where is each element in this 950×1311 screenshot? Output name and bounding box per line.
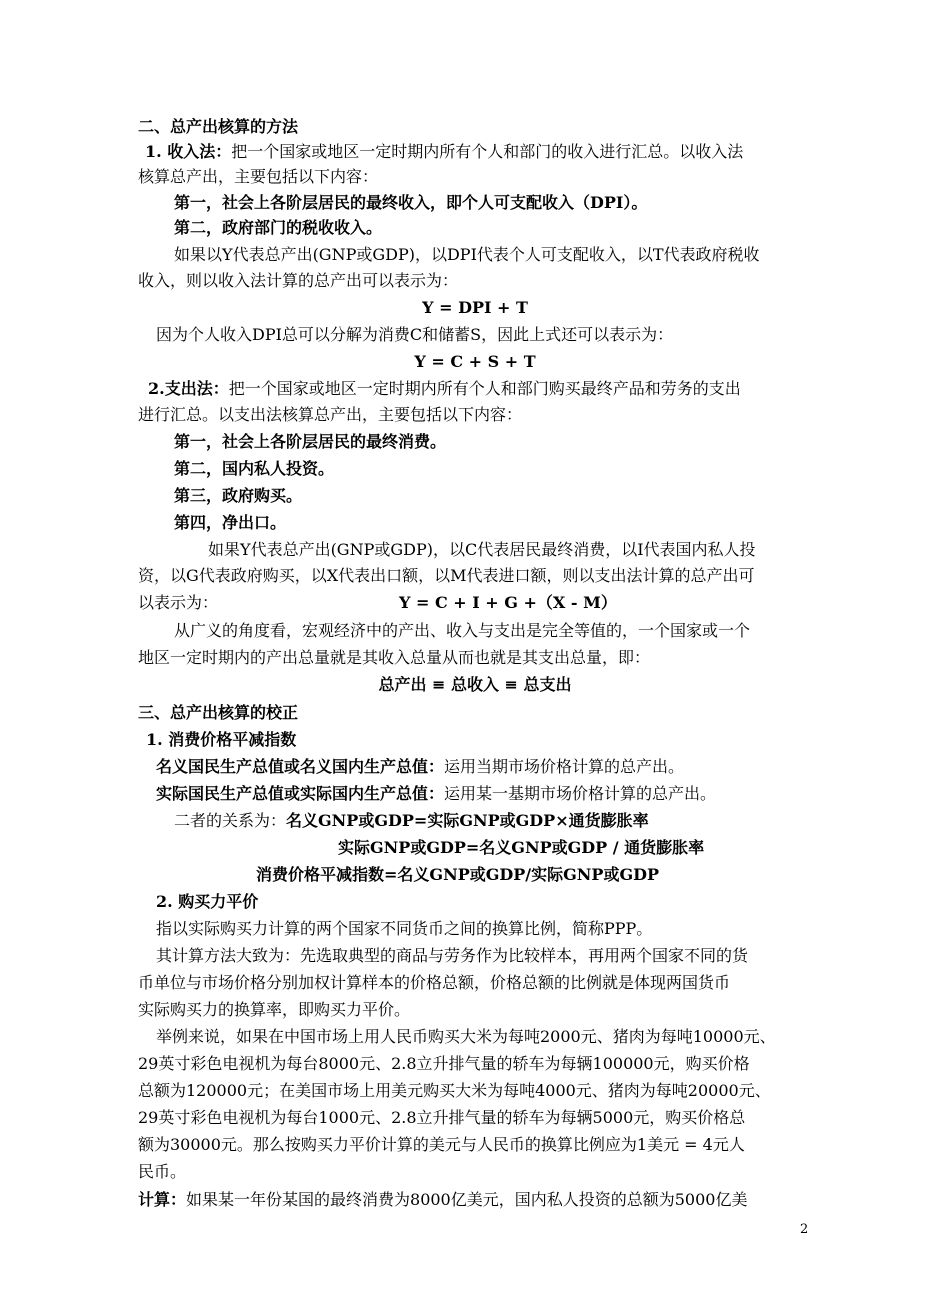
real-gnp-definition: 实际国民生产总值或实际国内生产总值：运用某一基期市场价格计算的总产出。 bbox=[156, 784, 717, 803]
expenditure-para-line2: 资，以G代表政府购买，以X代表出口额，以M代表进口额，则以支出法计算的总产出可 bbox=[138, 566, 755, 585]
expenditure-item-2: 第二，国内私人投资。 bbox=[174, 459, 335, 478]
ppp-method-line3: 实际购买力的换算率，即购买力平价。 bbox=[138, 1000, 411, 1019]
ppp-example-line1: 举例来说，如果在中国市场上用人民币购买大米为每吨2000元、猪肉为每吨10000元、 bbox=[156, 1027, 776, 1046]
cpi-heading: 1. 消费价格平减指数 bbox=[146, 730, 297, 749]
calculation-label: 计算： bbox=[138, 1190, 187, 1209]
relation-line-2: 实际GNP或GDP=名义GNP或GDP / 通货膨胀率 bbox=[338, 838, 705, 857]
nominal-gnp-definition: 名义国民生产总值或名义国内生产总值：运用当期市场价格计算的总产出。 bbox=[156, 757, 685, 776]
expenditure-method-label: 2.支出法： bbox=[148, 379, 229, 398]
expenditure-para-line1: 如果Y代表总产出(GNP或GDP)，以C代表居民最终消费，以I代表国内私人投 bbox=[208, 540, 756, 559]
income-method-intro-cont: 核算总产出，主要包括以下内容： bbox=[138, 167, 379, 186]
output-identity: 总产出 ≡ 总收入 ≡ 总支出 bbox=[378, 675, 572, 694]
broad-view-line1: 从广义的角度看，宏观经济中的产出、收入与支出是完全等值的，一个国家或一个 bbox=[174, 621, 751, 640]
income-formula-2: Y = C + S + T bbox=[414, 352, 536, 371]
calculation-line: 计算：如果某一年份某国的最终消费为8000亿美元，国内私人投资的总额为5000亿美 bbox=[138, 1190, 748, 1209]
expenditure-method-intro: 2.支出法：把一个国家或地区一定时期内所有个人和部门购买最终产品和劳务的支出 bbox=[148, 379, 741, 398]
ppp-heading: 2. 购买力平价 bbox=[156, 892, 259, 911]
expenditure-item-4: 第四，净出口。 bbox=[174, 513, 287, 532]
section-3-heading: 三、总产出核算的校正 bbox=[138, 703, 299, 722]
expenditure-formula: Y = C + I + G +（X - M） bbox=[399, 593, 617, 612]
ppp-example-line5: 额为30000元。那么按购买力平价计算的美元与人民币的换算比例应为1美元 = 4元人 bbox=[138, 1135, 745, 1154]
expenditure-item-3: 第三，政府购买。 bbox=[174, 486, 303, 505]
expenditure-method-intro-cont: 进行汇总。以支出法核算总产出，主要包括以下内容： bbox=[138, 405, 523, 424]
expenditure-item-1: 第一，社会上各阶层居民的最终消费。 bbox=[174, 432, 447, 451]
ppp-example-line6: 民币。 bbox=[138, 1162, 187, 1181]
ppp-example-line3: 总额为120000元；在美国市场上用美元购买大米为每吨4000元、猪肉为每吨20000元、 bbox=[138, 1081, 771, 1100]
income-method-label: 1. 收入法： bbox=[145, 142, 232, 161]
ppp-method-line1: 其计算方法大致为：先选取典型的商品与劳务作为比较样本，再用两个国家不同的货 bbox=[156, 946, 749, 965]
income-formula-1: Y = DPI + T bbox=[422, 298, 528, 317]
ppp-definition: 指以实际购买力计算的两个国家不同货币之间的换算比例，简称PPP。 bbox=[156, 919, 653, 938]
income-para-2: 因为个人收入DPI总可以分解为消费C和储蓄S，因此上式还可以表示为： bbox=[156, 325, 674, 344]
income-item-1: 第一，社会上各阶层居民的最终收入，即个人可支配收入（DPI）。 bbox=[174, 193, 648, 212]
ppp-example-line4: 29英寸彩色电视机为每台1000元、2.8立升排气量的轿车为每辆5000元，购买价格总 bbox=[138, 1108, 746, 1127]
section-2-heading: 二、总产出核算的方法 bbox=[138, 117, 299, 136]
broad-view-line2: 地区一定时期内的产出总量就是其收入总量从而也就是其支出总量，即： bbox=[138, 648, 651, 667]
income-item-2: 第二，政府部门的税收收入。 bbox=[174, 218, 383, 237]
page-number: 2 bbox=[800, 1222, 809, 1237]
ppp-method-line2: 币单位与市场价格分别加权计算样本的价格总额，价格总额的比例就是体现两国货币 bbox=[138, 973, 731, 992]
income-method-intro: 1. 收入法：把一个国家或地区一定时期内所有个人和部门的收入进行汇总。以收入法 bbox=[145, 142, 744, 161]
relation-line-1: 二者的关系为：名义GNP或GDP=实际GNP或GDP×通货膨胀率 bbox=[174, 811, 649, 830]
income-para-line1: 如果以Y代表总产出(GNP或GDP)，以DPI代表个人可支配收入，以T代表政府税收 bbox=[174, 245, 760, 264]
income-para-line2: 收入，则以收入法计算的总产出可以表示为： bbox=[138, 271, 459, 290]
relation-line-3: 消费价格平减指数=名义GNP或GDP/实际GNP或GDP bbox=[256, 865, 660, 884]
expenditure-para-line3: 以表示为： bbox=[138, 593, 219, 612]
ppp-example-line2: 29英寸彩色电视机为每台8000元、2.8立升排气量的轿车为每辆100000元，购买价格 bbox=[138, 1054, 750, 1073]
